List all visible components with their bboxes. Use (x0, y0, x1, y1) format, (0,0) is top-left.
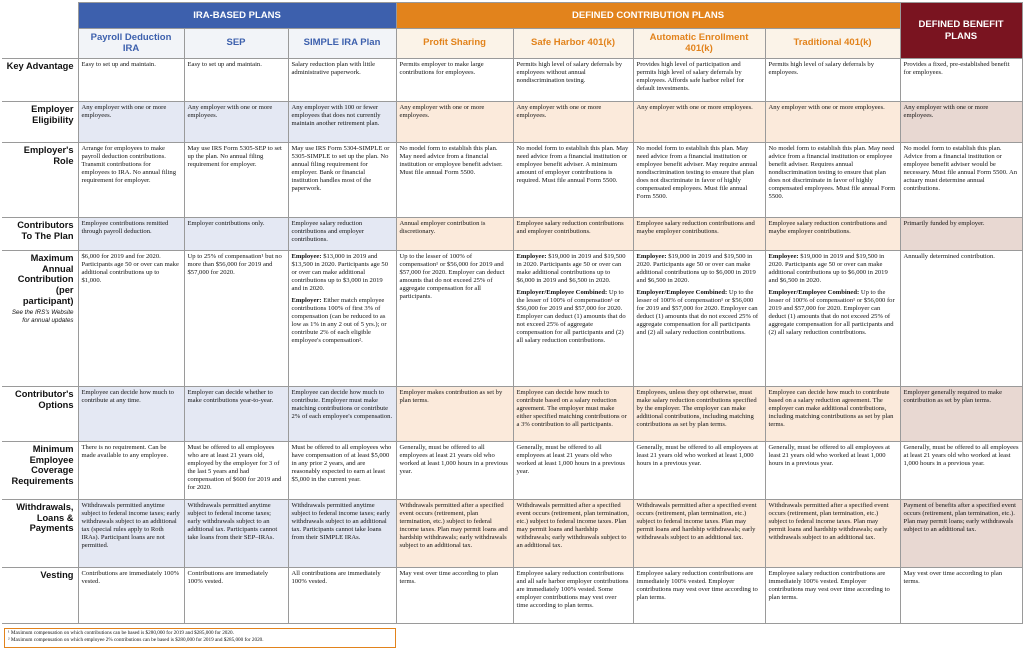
table-cell: Employee salary reduction contributions are immediately 100% vested. Employer contributions may vest over time according to plan terms. (633, 568, 765, 624)
col-sep: SEP (184, 29, 288, 59)
combined-label: Employer/Employee Combined: (768, 289, 860, 297)
group-ira-based-plans: IRA-BASED PLANS (78, 3, 396, 29)
table-cell: Permits employer to make large contributions for employees. (396, 59, 513, 102)
table-cell: Contributions are immediately 100% vested. (78, 568, 184, 624)
employee-label: Employee: (291, 253, 322, 260)
combined-label: Employer/Employee Combined: (516, 289, 608, 297)
table-cell: Primarily funded by employer. (900, 218, 1022, 251)
table-cell: Any employer with one or more employees. (633, 102, 765, 143)
cell-text: $19,000 in 2019 and $19,500 in 2020. Participants age 50 or over can make additional contributions up to $6,000 in 2019 and $6,500 in 2020. (516, 253, 626, 285)
row-label: Vesting (2, 568, 78, 624)
table-cell: Up to the lesser of 100% of compensation¹ or $56,000 for 2019 and $57,000 for 2020. Employer can deduct amounts that do not exceed 25% of aggregate compensation for all participants. (396, 251, 513, 387)
row-contributors-options (2, 387, 1022, 442)
row-employer-eligibility (2, 102, 1022, 143)
footnote-1: ¹ Maximum compensation on which contributions can be based is $280,000 for 2019 and $285,000 for 2020. (8, 630, 234, 636)
table-cell: Up to 25% of compensation¹ but no more than $56,000 for 2019 and $57,000 for 2020. (184, 251, 288, 387)
table-cell: Permits high level of salary deferrals by employees without annual nondiscrimination testing. (513, 59, 633, 102)
table-cell: Any employer with one or more employees. (184, 102, 288, 143)
table-cell: Employee can decide how much to contribute at any time. (78, 387, 184, 442)
cell-text: $19,000 in 2019 and $19,500 in 2020. Participants age 50 or over can make additional contributions up to $6,000 in 2019 and $6,500 in 2020. (768, 253, 888, 285)
table-cell: May vest over time according to plan terms. (900, 568, 1022, 624)
row-label: Key Advantage (2, 59, 78, 102)
table-cell: Employer makes contribution as set by plan terms. (396, 387, 513, 442)
row-label: Minimum Employee Coverage Requirements (2, 442, 78, 500)
table-cell: Employee contributions remitted through payroll deduction. (78, 218, 184, 251)
row-minimum-coverage (2, 442, 1022, 500)
cell-text: $19,000 in 2019 and $19,500 in 2020. Participants age 50 or over can make additional contributions up to $6,000 in 2019 and $6,500 in 2020. (636, 253, 756, 285)
table-cell: Generally, must be offered to all employees at least 21 years old who worked at least 1,000 hours in a previous year. (765, 442, 900, 500)
table-cell: Employer generally required to make contribution as set by plan terms. (900, 387, 1022, 442)
table-cell: No model form to establish this plan. Advice from a financial institution or employee benefit adviser would be necessary. Must file annual Form 5500. An actuary must determine annual contributions. (900, 143, 1022, 218)
table-cell: Any employer with one or more employees. (396, 102, 513, 143)
table-cell: Employer contributions only. (184, 218, 288, 251)
table-cell: Withdrawals permitted anytime subject to federal income taxes; early withdrawals subject to an additional tax (special rules apply to Roth IRAs). Participant loans are not permitted. (78, 500, 184, 568)
corner-blank (2, 3, 78, 29)
table-cell: Arrange for employees to make payroll deduction contributions. Transmit contributions for employees to IRA. No annual filing requirement for employer. (78, 143, 184, 218)
table-cell: All contributions are immediately 100% vested. (288, 568, 396, 624)
combined-label: Employer/Employee Combined: (636, 289, 728, 297)
table-cell: No model form to establish this plan. May need advice from a financial institution or employee benefit adviser. Must file annual Form 5500. (396, 143, 513, 218)
table-cell-traditional-max (765, 251, 900, 387)
table-cell: Employee salary reduction contributions and employer contributions. (513, 218, 633, 251)
footnotes (4, 628, 396, 648)
table-cell: Must be offered to all employees who have compensation of at least $5,000 in any prior 2 years, and are reasonably expected to earn at least $5,000 in the current year. (288, 442, 396, 500)
row-vesting (2, 568, 1022, 624)
row-withdrawals-loans-payments (2, 500, 1022, 568)
row-label: Employer Eligibility (2, 102, 78, 143)
table-cell: Employees, unless they opt otherwise, must make salary reduction contributions specified by the employer. The employer can make additional contributions, including matching contributions as set by plan terms. (633, 387, 765, 442)
table-cell: Withdrawals permitted anytime subject to federal income taxes; early withdrawals subject to an additional tax. Participants cannot take loans from their SEP–IRAs. (184, 500, 288, 568)
table-cell: Any employer with one or more employees. (900, 102, 1022, 143)
table-cell: Employee salary reduction contributions and maybe employer contributions. (765, 218, 900, 251)
table-cell: Permits high level of salary deferrals by employees. (765, 59, 900, 102)
table-cell: Withdrawals permitted after a specified event occurs (retirement, plan termination, etc.) subject to federal income taxes. Plan may permit loans and hardship withdrawals; early withdrawals subject to an additional tax. (396, 500, 513, 568)
row-label: Withdrawals, Loans & Payments (2, 500, 78, 568)
col-automatic-enrollment-401k: Automatic Enrollment 401(k) (633, 29, 765, 59)
table-cell: Annual employer contribution is discretionary. (396, 218, 513, 251)
group-defined-contribution-plans: DEFINED CONTRIBUTION PLANS (396, 3, 900, 29)
row-label-note: See the IRS's Website for annual updates (11, 309, 74, 324)
cell-text: $13,000 in 2019 and $13,500 in 2020. Participants age 50 or over can make additional contributions up to $3,000 in 2019 and in 2020. (291, 253, 389, 293)
employee-label: Employee: (636, 253, 667, 260)
column-header-row (2, 29, 1022, 59)
col-traditional-401k: Traditional 401(k) (765, 29, 900, 59)
table-cell: Generally, must be offered to all employees at least 21 years old who worked at least 1,000 hours in a previous year. (513, 442, 633, 500)
row-contributors (2, 218, 1022, 251)
row-key-advantage (2, 59, 1022, 102)
group-defined-benefit-plans: DEFINED BENEFIT PLANS (900, 3, 1022, 59)
table-cell: $6,000 for 2019 and for 2020. Participants age 50 or over can make additional contributions up to $1,000. (78, 251, 184, 387)
footnote-2: ² Maximum compensation on which employee 2% contributions can be based is $280,000 for 2019 and $285,000 for 2020. (8, 637, 264, 644)
employee-label: Employee: (516, 253, 547, 260)
table-cell: Any employer with one or more employees. (765, 102, 900, 143)
employee-label: Employee: (768, 253, 799, 260)
combined-para (769, 289, 897, 337)
table-cell: Employee salary reduction contributions and employer contributions. (288, 218, 396, 251)
table-cell: Withdrawals permitted after a specified event occurs (retirement, plan termination, etc.) subject to federal income taxes. Plan may permit loans and hardship withdrawals; early withdrawals subject to an additional tax. (513, 500, 633, 568)
row-maximum-annual-contribution (2, 251, 1022, 387)
corner-blank-2 (2, 29, 78, 59)
table-cell: Any employer with one or more employees. (78, 102, 184, 143)
table-cell: Any employer with 100 or fewer employees that does not currently maintain another retirement plan. (288, 102, 396, 143)
table-cell: Employee salary reduction contributions and maybe employer contributions. (633, 218, 765, 251)
table-cell: Annually determined contribution. (900, 251, 1022, 387)
table-cell: Easy to set up and maintain. (184, 59, 288, 102)
table-cell: Withdrawals permitted anytime subject to federal income taxes; early withdrawals subject to an additional tax. Participants cannot take loans from their SIMPLE IRAs. (288, 500, 396, 568)
table-cell: Must be offered to all employees who are at least 21 years old, employed by the employer for 3 of the last 5 years and had compensation of $600 for 2019 and for 2020. (184, 442, 288, 500)
table-cell: Provides a fixed, pre-established benefit for employees. (900, 59, 1022, 102)
table-cell: Easy to set up and maintain. (78, 59, 184, 102)
col-payroll-deduction-ira: Payroll Deduction IRA (78, 29, 184, 59)
table-cell: There is no requirement. Can be made available to any employee. (78, 442, 184, 500)
row-label: Contributors To The Plan (2, 218, 78, 251)
table-cell: Employee can decide how much to contribute based on a salary reduction agreement. The employer can make additional contributions, including matching contributions as set by plan terms. (765, 387, 900, 442)
employer-para (292, 297, 393, 345)
table-cell: No model form to establish this plan. May need advice from a financial institution or employee benefit adviser. May require annual nondiscrimination testing to ensure that plan does not discriminate in favor of highly compensated employees. Must file annual Form 5500. (633, 143, 765, 218)
col-safe-harbor-401k: Safe Harbor 401(k) (513, 29, 633, 59)
table-cell: May use IRS Form 5304-SIMPLE or 5305-SIMPLE to set up the plan. No annual filing requirement for employer. Bank or financial institution handles most of the paperwork. (288, 143, 396, 218)
table-cell: No model form to establish this plan. May need advice from a financial institution or employee benefit adviser. Requires annual nondiscrimination testing to ensure that plan does not discriminate in favor of highly compensated employees. Must file annual Form 5500. (765, 143, 900, 218)
table-cell: Salary reduction plan with little administrative paperwork. (288, 59, 396, 102)
table-cell: Employer can decide whether to make contributions year-to-year. (184, 387, 288, 442)
table-cell: Any employer with one or more employees. (513, 102, 633, 143)
table-cell-safe-harbor-max (513, 251, 633, 387)
comparison-table (2, 2, 1023, 624)
cell-text: Either match employee contributions 100% of first 3% of compensation (can be reduced to as low as 1% in any 2 out of 5 yrs.); or contribute 2% of each eligible employee's compensation². (291, 297, 387, 345)
table-cell: Employee salary reduction contributions and all safe harbor employer contributions are immediately 100% vested. Some employer contributions may vest over time according to plan terms. (513, 568, 633, 624)
group-header-row (2, 3, 1022, 29)
table-cell: Withdrawals permitted after a specified event occurs (retirement, plan termination, etc.) subject to federal income taxes. Plan may permit loans and hardship withdrawals; early withdrawals subject to an additional tax. (765, 500, 900, 568)
table-cell: Contributions are immediately 100% vested. (184, 568, 288, 624)
combined-para (637, 289, 762, 337)
cell-text: Up to the lesser of 100% of compensation¹ or $56,000 for 2019 and $57,000 for 2020. Employer can deduct (1) amounts that do not exceed 25% of aggregate compensation for all participants and (2) all salary reduction contributions. (516, 289, 626, 345)
col-simple-ira: SIMPLE IRA Plan (288, 29, 396, 59)
table-cell: No model form to establish this plan. May need advice from a financial institution or employee benefit adviser. A minimum amount of employer contributions is required. Must file annual Form 5500. (513, 143, 633, 218)
row-label: Contributor's Options (2, 387, 78, 442)
table-cell-auto-enroll-max (633, 251, 765, 387)
table-cell: Employee can decide how much to contribute. Employer must make matching contributions or contribute 2% of each employee's compensation. (288, 387, 396, 442)
col-profit-sharing: Profit Sharing (396, 29, 513, 59)
table-cell: Employee can decide how much to contribute based on a salary reduction agreement. The employer must make either specified matching contributions or a 3% contribution to all participants. (513, 387, 633, 442)
row-label-text: Maximum Annual Contribution (per participant) (17, 253, 74, 306)
row-employers-role (2, 143, 1022, 218)
cell-text: Up to the lesser of 100% of compensation¹ or $56,000 for 2019 and $57,000 for 2020. Employer can deduct (1) amounts that do not exceed 25% of aggregate compensation for all participants and (2) all salary reduction contributions. (636, 289, 759, 337)
table-cell: Generally, must be offered to all employees at least 21 years old who worked at least 1,000 hours in a previous year. (633, 442, 765, 500)
employer-label: Employer: (291, 297, 322, 305)
row-label (2, 251, 78, 387)
table-cell: Provides high level of participation and permits high level of salary deferrals by employees. Affords safe harbor relief for default investments. (633, 59, 765, 102)
table-cell: Withdrawals permitted after a specified event occurs (retirement, plan termination, etc.) subject to federal income taxes. Plan may permit loans and hardship withdrawals; early withdrawals subject to an additional tax. (633, 500, 765, 568)
table-cell: Payment of benefits after a specified event occurs (retirement, plan termination, etc.). Plan may permit loans; early withdrawals subject to an additional tax. (900, 500, 1022, 568)
row-label: Employer's Role (2, 143, 78, 218)
table-cell: Generally, must be offered to all employees at least 21 years old who worked at least 1,000 hours in a previous year. (900, 442, 1022, 500)
table-cell: Employee salary reduction contributions are immediately 100% vested. Employer contributions may vest over time according to plan terms. (765, 568, 900, 624)
cell-text: Up to the lesser of 100% of compensation¹ or $56,000 for 2019 and $57,000 for 2020. Employer can deduct (1) amounts that do not exceed 25% of aggregate compensation for all participants and (2) all salary reduction contributions. (768, 289, 895, 337)
table-cell: May vest over time according to plan terms. (396, 568, 513, 624)
table-cell: May use IRS Form 5305-SEP to set up the plan. No annual filing requirement for employer. (184, 143, 288, 218)
table-cell: Generally, must be offered to all employees at least 21 years old who worked at least 1,000 hours in a previous year. (396, 442, 513, 500)
table-cell-simple-max (288, 251, 396, 387)
combined-para (517, 289, 630, 345)
